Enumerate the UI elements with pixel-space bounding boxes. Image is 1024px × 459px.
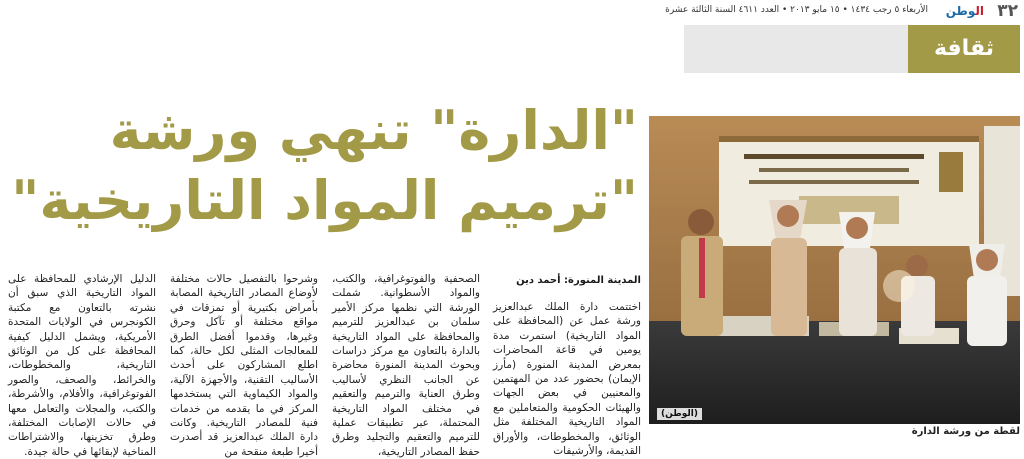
- newspaper-logo: [946, 4, 984, 18]
- article-column-4: [8, 272, 156, 458]
- headline: [6, 96, 638, 236]
- photo-credit: (الوطن): [657, 408, 702, 420]
- headline-line-1: "الدارة" تنهي ورشة: [109, 99, 638, 162]
- byline: المدينة المنورة: أحمد دين: [516, 275, 641, 286]
- logo-prefix: ال: [975, 4, 984, 18]
- photo-caption: لقطة من ورشة الدارة: [911, 426, 1020, 437]
- logo-main: وطن: [945, 4, 976, 18]
- masthead: [0, 0, 1024, 22]
- column-2-text: الصحفية والفوتوغرافية، والكتب، والمواد الأسطوانية. شملت الورشة التي نظمها مركز الأمير سلمان بن عبدالعزيز للترميم والمحافظة على المواد التاريخية بالدارة بالتعاون مع مركز دراسات وبحوث المدينة المنورة محاضرة عن الجانب النظري لأساليب وطرق العناية والترميم والتعقيم في مختلف المواد التاريخية المحتملة، عبر تطبيقات عملية للترميم والتعقيم والتجليد وطرق حفظ المصادر التاريخية،: [332, 273, 480, 458]
- photo-illustration: [649, 116, 1020, 424]
- page-number: ٣٢: [997, 1, 1018, 21]
- article-column-2: [332, 272, 480, 458]
- column-4-text: الدليل الإرشادي للمحافظة على المواد التاريخية الذي سبق أن نشرته بالتعاون مع مكتبة الكونجرس في الولايات المتحدة الأمريكية، ويشمل الدليل كيفية المحافظة على كل من الوثائق التاريخية، والمخطوطات، والخرائط، والصحف، والصور الفوتوغرافية، والأفلام، والأشرطة، والكتب، والمجلات والتعامل معها في حالات الإصابات المختلفة، وطرق تخزينها، والاشتراطات المناخية لإبقائها في حالة جيدة.: [8, 273, 156, 458]
- column-3-text: وشرحوا بالتفصيل حالات مختلفة لأوضاع المصادر التاريخية المصابة بأمراض بكتيرية أو تمزقات في مواقع مختلفة أو تآكل وحرق وغيرها، وقدموا أفضل الطرق للمعالجات المثلى لكل حالة، كما اطلع المشاركون على أحدث الأساليب التقنية، والأجهزة الآلية، والمواد الكيماوية التي يستخدمها المركز في ما يقدمه من خدمات فنية للمصادر التاريخية. وكانت دارة الملك عبدالعزيز قد أصدرت أخيرا طبعة منقحة من: [170, 273, 318, 458]
- column-1-text: اختتمت دارة الملك عبدالعزيز ورشة عمل عن (المحافظة على المواد التاريخية) استمرت مدة يومين في قاعة المحاضرات بمعرض المدينة المنورة (مأرز الإيمان) بحضور عدد من المهتمين والمعنيين في بعض الجهات والهيئات الحكومية والمتعاملين مع المواد التاريخية المختلفة مثل الوثائق، والمخطوطات، والأوراق القديمة، والأرشيفات: [493, 301, 641, 458]
- issue-info: الأربعاء ٥ رجب ١٤٣٤ • ١٥ مايو ٢٠١٣ • العدد ٤٦١١ السنة الثالثة عشرة: [665, 5, 928, 15]
- section-label: ثقافة: [908, 25, 1020, 73]
- headline-line-2: "ترميم المواد التاريخية": [11, 169, 638, 232]
- workshop-photo: [649, 116, 1020, 424]
- article-column-1: [493, 300, 641, 458]
- article-column-3: [170, 272, 318, 458]
